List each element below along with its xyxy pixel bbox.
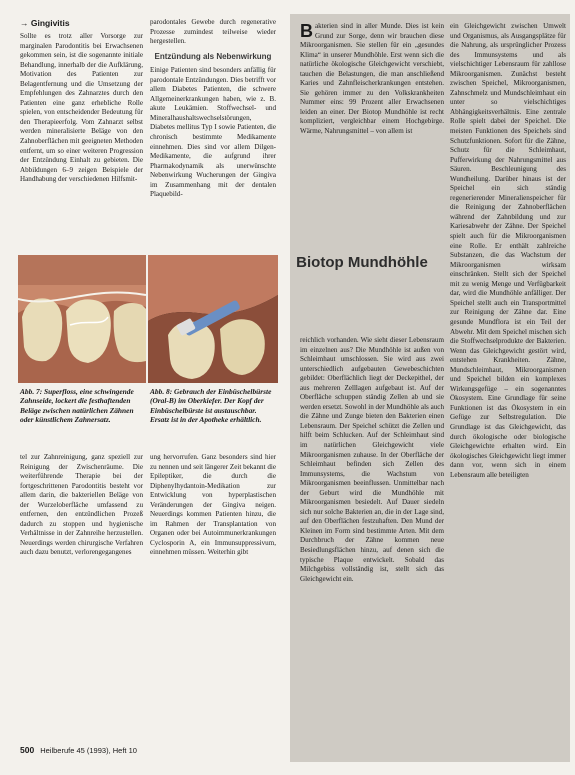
- body-text: tel zur Zahnreinigung, ganz speziell zur Reinigung der Zwischenräume. Die weiterführende Therapie bei der fortgeschrittenen Parodontitis besteht vor allem darin, die bakteriellen Beläge von der Wurzeloberfläche umfassend zu entfernen, den entzündlichen Prozeß dadurch zu stoppen und hygienische Verhältnisse in der Zahnreihe herzustellen. Neuerdings werden chirurgische Verfahren auch dazu benutzt, verlorengegangenes: [20, 453, 143, 557]
- info-box-biotop: [290, 14, 570, 762]
- column-2-top: [150, 18, 276, 250]
- caption-abb-8: Abb. 8: Gebrauch der Einbüschelbürste (Oral-B) im Oberkiefer. Der Kopf der Einbüschelbürste ist austauschbar. Ersatz ist in der Apotheke erhältlich.: [150, 387, 272, 424]
- photo-superfloss: [18, 255, 146, 383]
- section-subhead: Entzündung als Nebenwirkung: [154, 51, 272, 61]
- running-head: → Gingivitis: [20, 18, 70, 28]
- drop-cap: B: [300, 22, 313, 41]
- teeth-photo-1: [18, 255, 146, 383]
- page-footer: [20, 745, 137, 755]
- caption-abb-7: Abb. 7: Superfloss, eine schwingende Zahnseide, lockert die festhaftenden Beläge zwischen natürlichen Zähnen oder künstlichem Zahnersatz.: [20, 387, 134, 424]
- info-box-text: Bakterien sind in aller Munde. Dies ist kein Grund zur Sorge, denn wir brauchen diese Mikroorganismen. Sie stellen für ein „gesundes Klima“ in unserer Mundhöhle. Erst wenn sich die natürliche ökologische Gleichgewicht verschiebt, tauchen die Belastungen, die man anschließend Karies und Zahnfleischerkrankungen entstehen. Sie gehören immer zu den Volkskrankheiten Nummer eins: 99 Prozent aller Erwachsenen leiden an einer. Der Biotop Mundhöhle ist recht kompliziert, vergleichbar einem Hochgebirge. Wärme, Nahrungsmittel – von allem ist: [300, 22, 444, 136]
- photo-einbueschelbuerste: [148, 255, 278, 383]
- body-text: parodontales Gewebe durch regenerative Prozesse zumindest teilweise wieder hergestellen.: [150, 18, 276, 46]
- body-text: Sollte es trotz aller Vorsorge zur marginalen Parodontitis bei Erwachsenen gekommen sein, ist die sogenannte initiale Behandlung, innerhalb der die Aufklärung, Motivation des Patienten zur Belagentfernung und die Umsetzung der Empfehlungen des Zahnarztes durch den Patienten eine ganz erhebliche Rolle spielen, von entscheidender Bedeutung für den Therapieerfolg. Vom Zahnarzt selbst werden mineralisierte Beläge von den Zahnoberflächen mit geeigneten Methoden entfernt, um so einer weiteren Progression der Entzündung Einhalt zu gebieten. Die Abbildungen 6–9 zeigen Beispiele der Handhabung der verschiedenen Hilfsmit-: [20, 32, 143, 184]
- body-text: Einige Patienten sind besonders anfällig für parodontale Entzündungen. Dies betrifft vor allem Diabetes Patienten, die schwere Allgemeinerkrankungen haben, wie z. B. akute Leukämien. Stoffwechsel- und Mineralhaushaltswechselstörungen, Diabetes mellitus Typ I sowie Patienten, die chronisch bestimmte Medikamente einnehmen. Dies sind vor allem Dilgen-Medikamente, die aufgrund ihrer Pharmakodynamik als unerwünschte Nebenwirkung Wucherungen der Gingiva im Zusammenhang mit der dentalen Plaquebild-: [150, 66, 276, 199]
- body-text: ung hervorrufen. Ganz besonders sind hier zu nennen und seit längerer Zeit bekannt die Epileptiker, die durch die Diphenylhydantoin-Medikation zur Entwicklung von hyperplastischen Veränderungen der Gingiva neigen. Neuerdings kommen Patienten hinzu, die im Rahmen der Transplantation von Organen oder bei Autoimmunerkrankungen Cyclosporin A, ein Immunsuppressivum, einnehmen müssen. Weiterhin gibt: [150, 453, 276, 557]
- column-1-bottom: [20, 453, 143, 741]
- info-box-column-left-top: [300, 22, 444, 244]
- journal-reference: Heilberufe 45 (1993), Heft 10: [40, 746, 137, 755]
- info-box-text: ein Gleichgewicht zwischen Umwelt und Organismus, als Ausgangsplätze für die Nahrung, als ursprünglicher Prozess des Immunsystems und als vielschichtiger Lebensraum für zahllose Mikroorganismen. Zunächst besteht zwischen Speichel, Mikroorganismen, Zahnschmelz und Mundschleimhaut ein unter so vielschichtiges Abhängigkeitsverhältnis. Eine zentrale Rolle spielt dabei der Speichel. Die meisten Funktionen des Speichels sind Schutzfunktionen. Sofort für die Zähne, Schutz für die Schleimhaut, Pufferwirkung der Nahrungsmittel aus Säuren. Beschleunigung des Wundheilung. Darüber hinaus ist der Speichel ein sich ständig regenerierender Mineralienspeicher für die Reinigung der Zahnoberflächen während der Zahnbildung und zur Kariesabwehr der Zähne. Der Speichel spielt auch für die Mikroorganismen eine Rolle. Er enthält zahlreiche Substanzen, die das Wachstum der Mikroorganismen wirksam einschränken. Stellt sich der Speichel mit zu wenig Menge und Verfügbarkeit dar, wird die Mundhöhle anfälliger. Der Speichel stellt auch ein Transportmittel zur Reinigung der Zähne dar. Eine gesunde Mundflora ist ein Teil der Abwehr. Mit dem Speichel mischen sich die Stoffwechselprodukte der Bakterien. Wenn das Gleichgewicht gestört wird, entstehen Krankheiten. Zähne, Mundschleimhaut, Mikroorganismen und Speichel bilden ein komplexes Wirkungsgefüge – ein sogenanntes Ökosystem. Eine Grundlage für seine Funktionen ist das Ökosystem in ein Gefüge zur Selbstregulation. Die Grundlage ist das Gleichgewicht, das durch ökologische oder biologische Gleichgewichte erhalten wird. Ein ökologisches Gleichgewicht liegt immer dann vor, wenn sich in einem Lebensraum alle beteiligten: [450, 22, 566, 479]
- page-number: 500: [20, 745, 35, 755]
- info-box-text: reichlich vorhanden. Wie sieht dieser Lebensraum im einzelnen aus? Die Mundhöhle ist außen von Schleimhaut umschlossen. Sie wird aus zwei unterschiedlich aufgebauten Gewebeschichten gebildet: Oberflächlich liegt der Deckepithel, der aus mehreren Zelllagen aufgebaut ist. Auf der Oberfläche schuppen ständig Zellen ab und sie werden ersetzt. Sowohl in der Mundhöhle als auch die Zähne und Zunge bieten den Bakterien einen Lebensraum. Der Speichel schützt die Zellen und hilft beim Schlucken. Auf der Schleimhaut sind im natürlichen Gleichgewicht viele Mikroorganismen zuhause. In der Oberfläche der Schleimhaut befinden sich Zellen des Immunsystems, die Wachstum von Mikroorganismen beeinflussen. Unmittelbar nach der Geburt wird die Mundhöhle mit Mikroorganismen besiedelt. Auf Dauer siedeln sich nur solche Bakterien an, die in der Lage sind, auf den Oberflächen festzuhaften. Den Mund der Kleinen im Form sind bestimmte Arten. Mit dem Durchbruch der Zähne kommen neue Besiedlungsflächen hinzu, auf denen sich die typische Plaque entwickelt. Sobald das Milchgebiss vollständig ist, stellt sich das Gleichgewicht ein.: [300, 336, 444, 583]
- column-1-top: [20, 32, 143, 250]
- info-box-title: Biotop Mundhöhle: [296, 254, 428, 271]
- info-box-column-left-bottom: [300, 336, 444, 754]
- info-box-column-right: [450, 22, 566, 754]
- teeth-photo-2: [148, 255, 278, 383]
- column-2-bottom: [150, 453, 276, 741]
